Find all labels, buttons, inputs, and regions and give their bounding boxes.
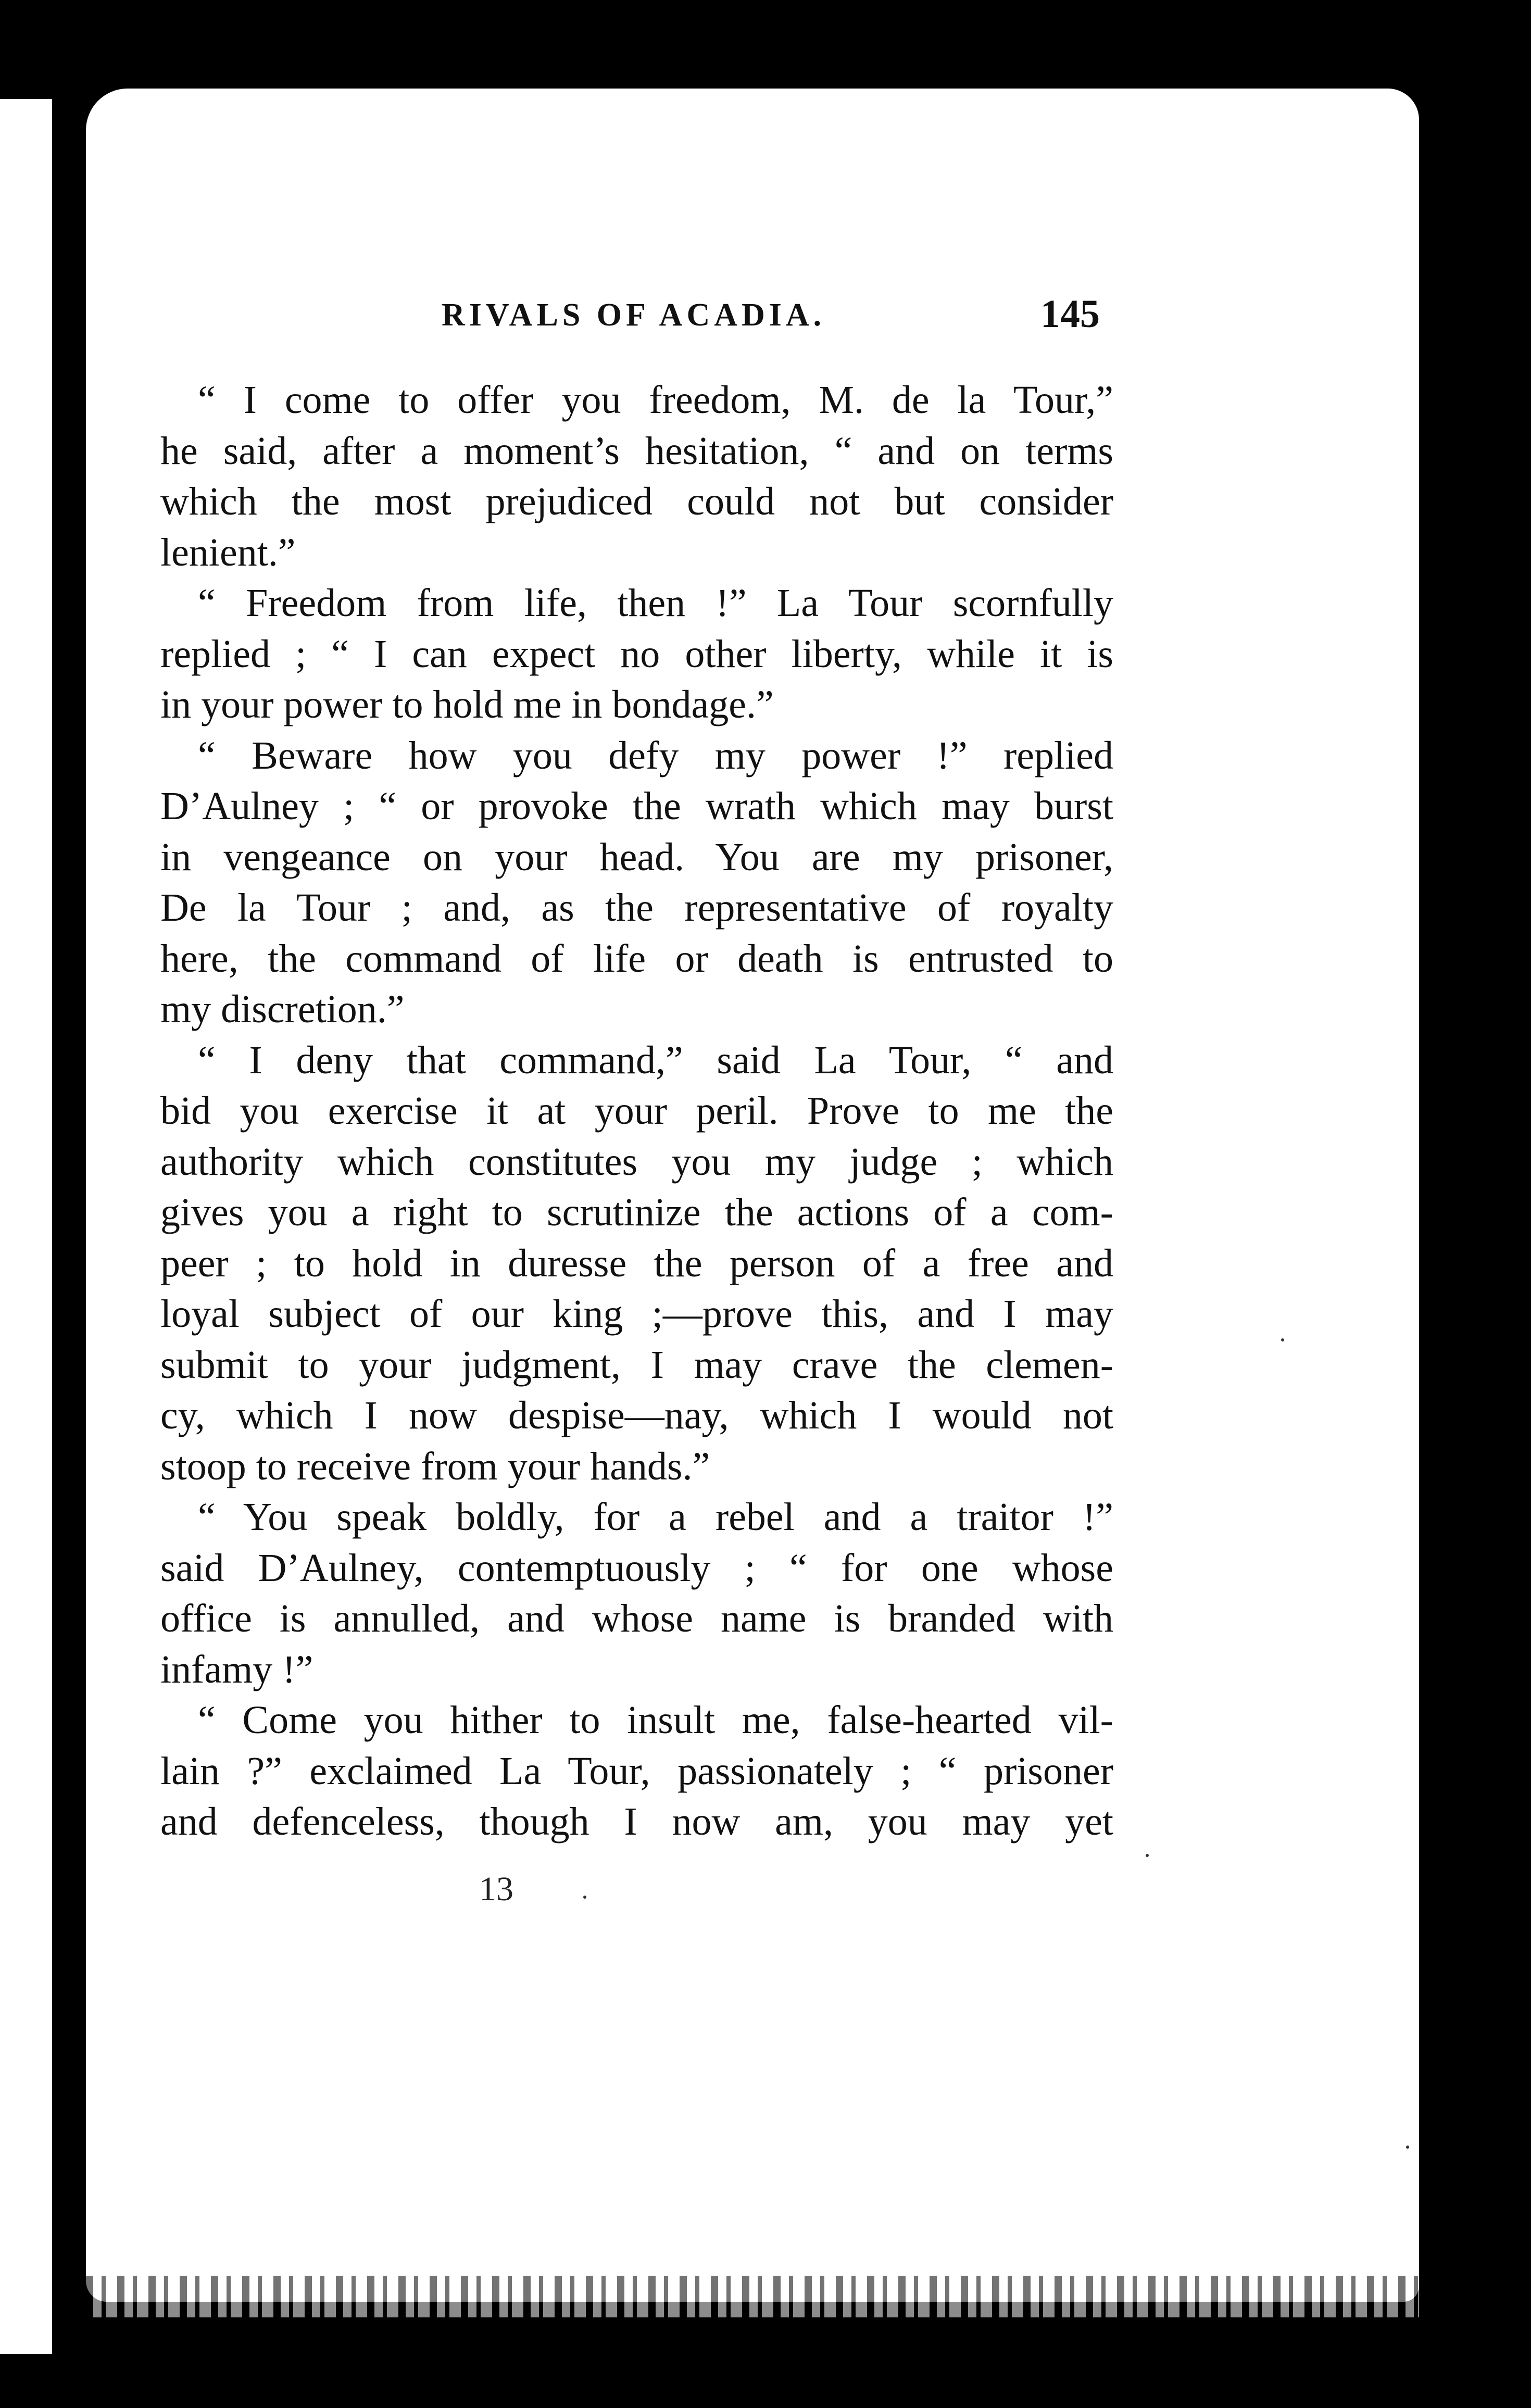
body-text	[160, 375, 1113, 1848]
text-line: which the most prejudiced could not but consider	[160, 480, 1113, 523]
text-line: bid you exercise it at your peril. Prove to me the	[160, 1089, 1113, 1133]
page-gutter	[52, 99, 89, 2354]
ink-speck	[583, 1896, 586, 1899]
signature-mark: 13	[479, 1870, 513, 1908]
text-line: gives you a right to scrutinize the actions of a com-	[160, 1190, 1113, 1234]
text-line: loyal subject of our king ;—prove this, and I may	[160, 1292, 1113, 1336]
text-line: submit to your judgment, I may crave the clemen-	[160, 1343, 1113, 1387]
ink-speck	[1281, 1338, 1284, 1341]
text-line: “ Beware how you defy my power !” replied	[198, 733, 1113, 777]
text-line: peer ; to hold in duresse the person of a free and	[160, 1241, 1113, 1285]
text-line: he said, after a moment’s hesitation, “ and on terms	[160, 429, 1113, 473]
text-line: cy, which I now despise—nay, which I would not	[160, 1394, 1113, 1437]
facing-page-edge	[0, 99, 52, 2354]
text-line: my discretion.”	[160, 987, 405, 1031]
text-line: lain ?” exclaimed La Tour, passionately ; “ prisoner	[160, 1749, 1113, 1793]
text-line: “ I deny that command,” said La Tour, “ and	[198, 1038, 1113, 1082]
text-line: infamy !”	[160, 1647, 313, 1691]
text-line: stoop to receive from your hands.”	[160, 1444, 710, 1488]
text-line: in your power to hold me in bondage.”	[160, 683, 774, 726]
text-line: “ I come to offer you freedom, M. de la Tour,”	[198, 378, 1113, 422]
text-line: in vengeance on your head. You are my prisoner,	[160, 835, 1113, 879]
text-line: “ Come you hither to insult me, false-hearted vil-	[198, 1698, 1113, 1742]
running-head: RIVALS OF ACADIA.	[442, 297, 826, 333]
text-line: D’Aulney ; “ or provoke the wrath which may burst	[160, 784, 1113, 828]
page-bottom-edge	[86, 2276, 1419, 2317]
text-line: office is annulled, and whose name is branded with	[160, 1597, 1113, 1640]
text-line: and defenceless, though I now am, you may yet	[160, 1800, 1113, 1843]
page-number: 145	[1040, 292, 1100, 336]
ink-speck	[1146, 1854, 1149, 1857]
text-line: replied ; “ I can expect no other liberty, while it is	[160, 632, 1113, 676]
text-line: “ You speak boldly, for a rebel and a traitor !”	[198, 1495, 1113, 1539]
text-line: here, the command of life or death is entrusted to	[160, 936, 1113, 981]
text-line: De la Tour ; and, as the representative of royalty	[160, 886, 1113, 930]
text-line: said D’Aulney, contemptuously ; “ for one whose	[160, 1546, 1113, 1590]
ink-speck	[1406, 2146, 1409, 2149]
text-line: authority which constitutes you my judge ; which	[160, 1139, 1113, 1184]
text-line: lenient.”	[160, 530, 296, 574]
text-line: “ Freedom from life, then !” La Tour scornfully	[198, 581, 1113, 625]
